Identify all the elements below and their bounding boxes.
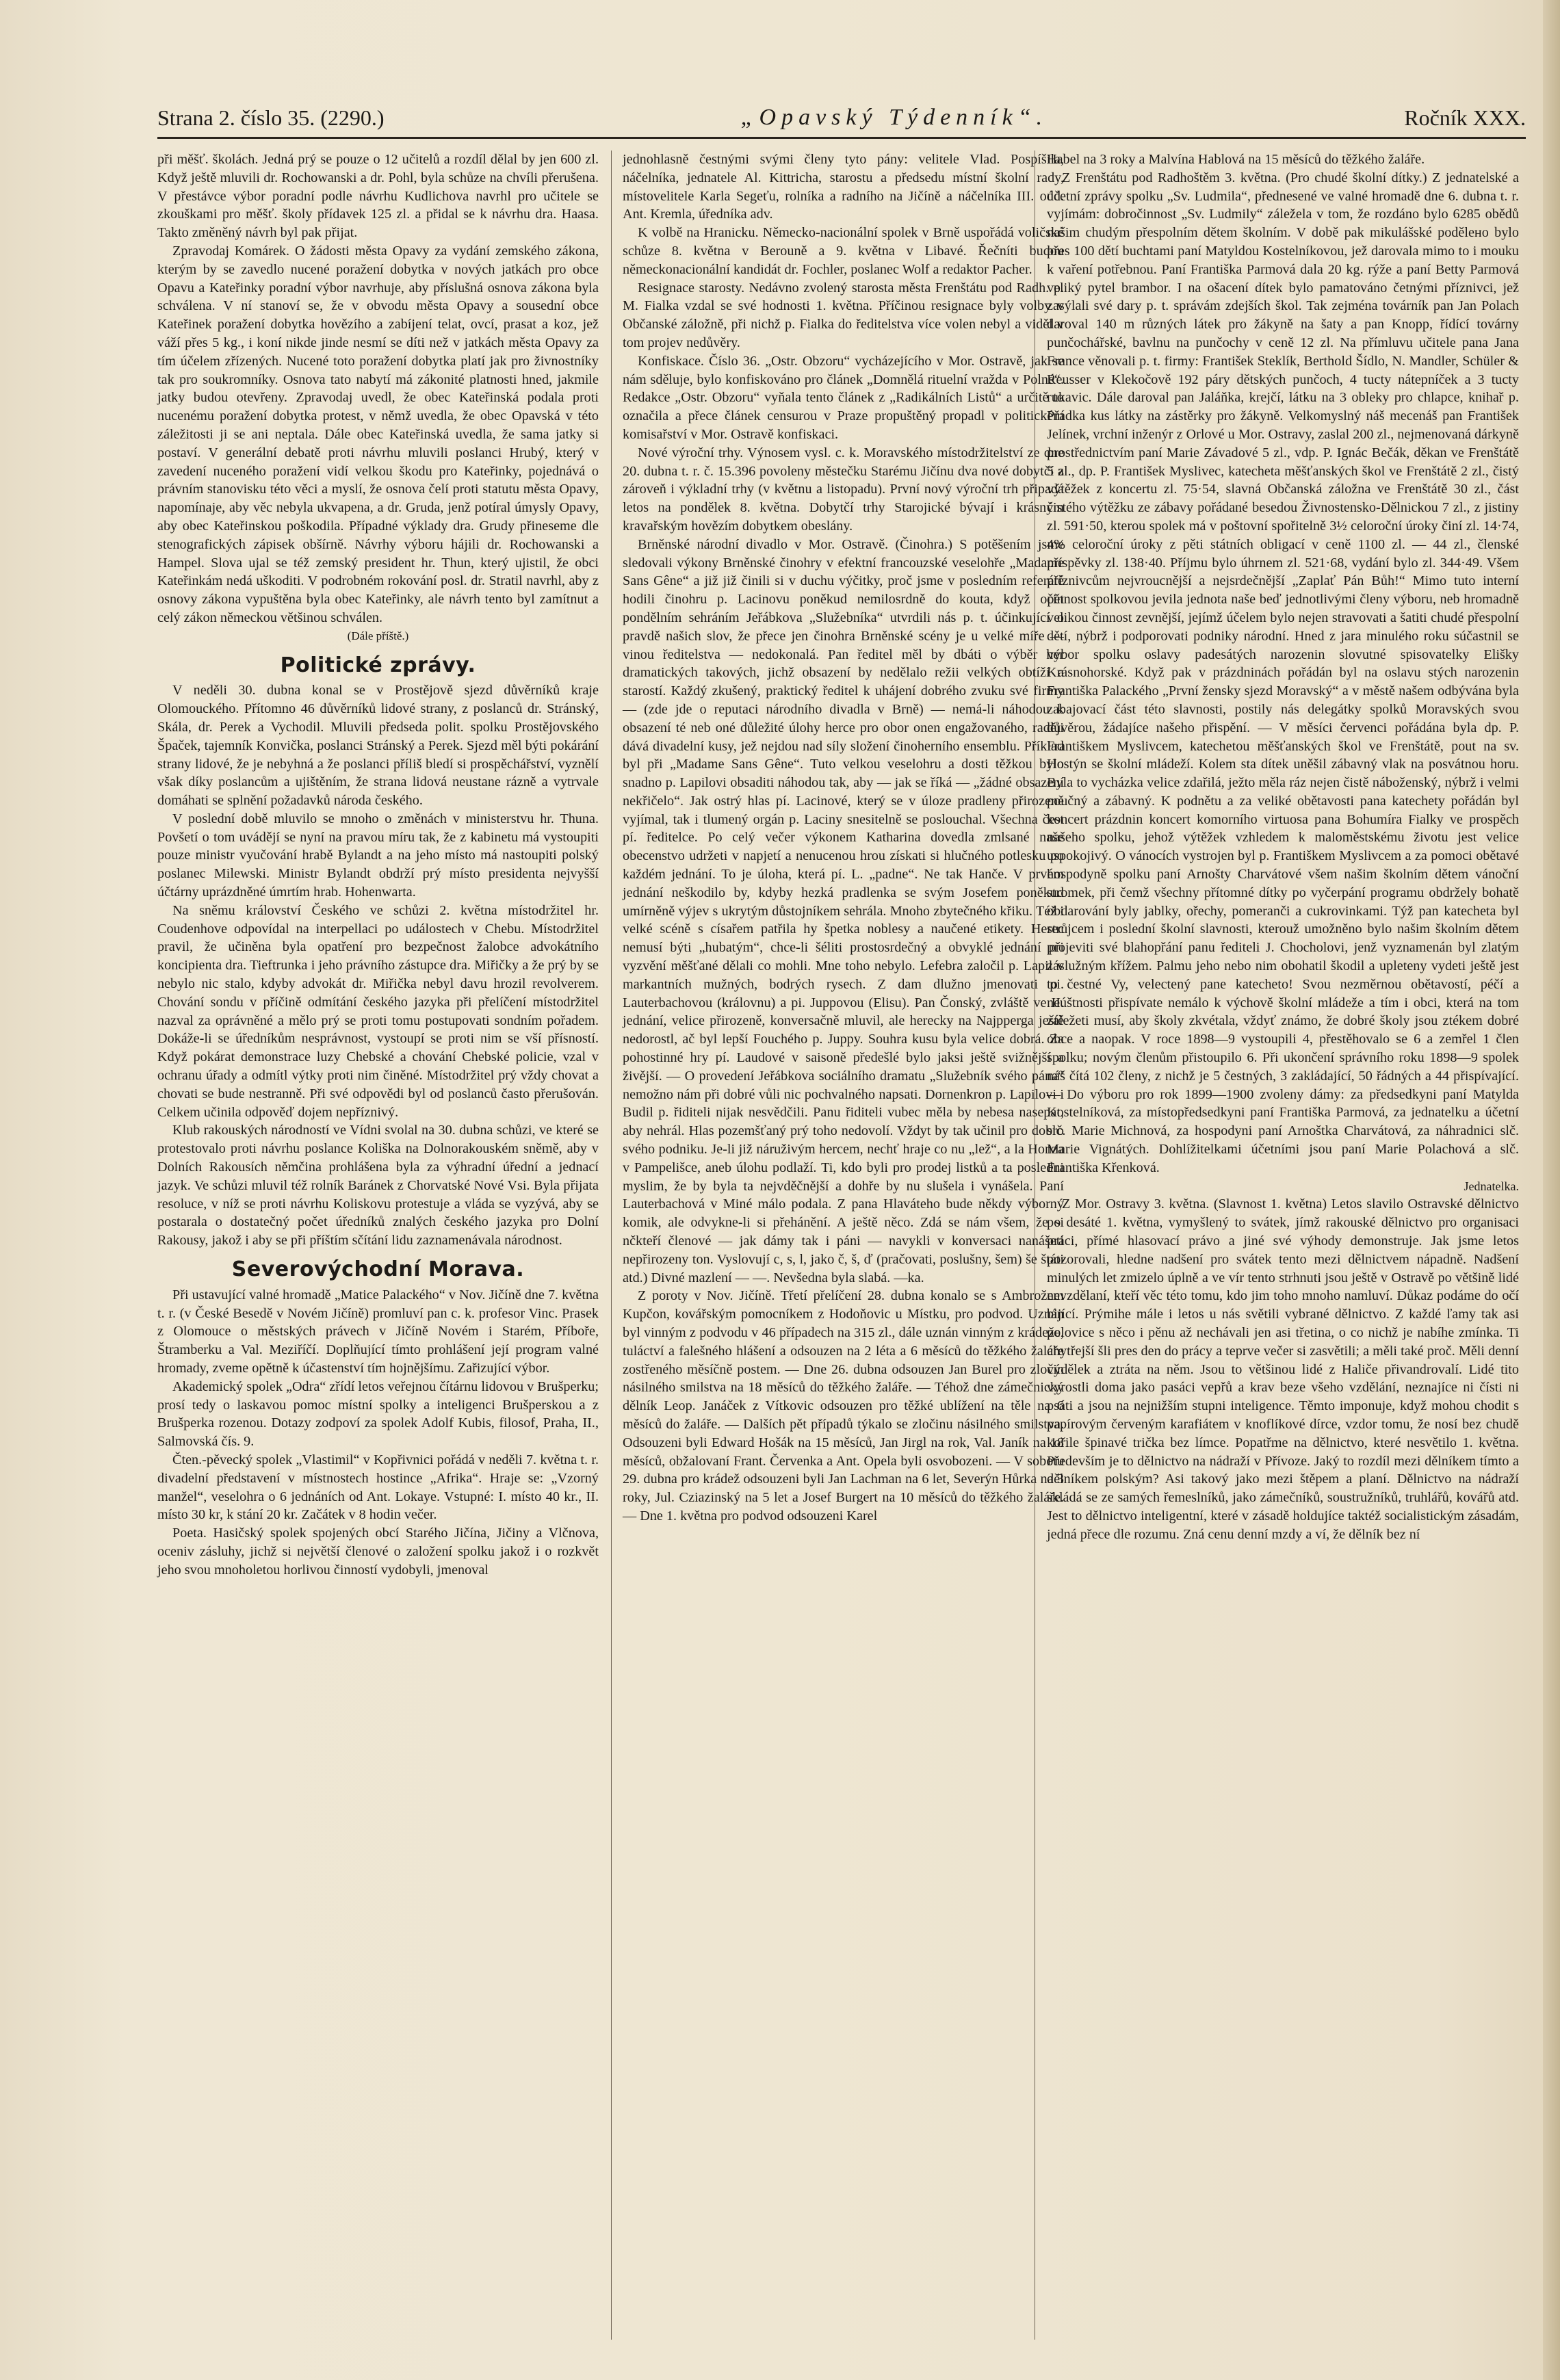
column-3	[1047, 151, 1519, 1544]
article-text: Brněnské národní divadlo v Mor. Ostravě. (Činohra.) S potěšením jsme sledovali výkony Brněnské činohry v efektní francouzské veselohře „Madame Sans Gêne“ a již již činili si v duchu výčitky, proč jsme v posledním referátě hodili činohru p. Lacinovu poněkud nemilosrdně do kouta, když opět pondělním sehráním Jeřábkova „Služebníka“ utvrdili nás p. t. účinkující o pravdě našich slov, že přece jen činohra Brněnské scény je u velké míře — vinou ředitelstva — nedokonalá. Pan ředitel měl by dbáti o výběr her dramatických takových, jichž obsazení by nedělalo režii velkých obtíží a starostí. Každý zkušený, praktický ředitel k uhájení dobrého zvuku své firmy — (zde jde o reputaci národního divadla v Brně) — nemá-li náhodou k obsazení té neb oné důležité úlohy herce pro obor onen engažovaného, raději dává divadelní kusy, jež nejdou nad síly složení činoherního ensemblu. Příklad byl při „Madame Sans Gêne“. Tuto velkou veselohru a dosti těžkou bylo snadno p. Lapilovi obsaditi náhodou tak, aby — jak se říká — „žádné obsazení nekřičelo“. Jak ostrý hlas pí. Lacinové, který se v úloze pradleny přirozeně vyjímal, tak i tlumený orgán p. Laciny snesitelně se poslouchal. Všechna čest pí. ředitelce. Po celý večer výkonem Katharina dovedla zmlsané naše obecenstvo udržeti v napjetí a nenucenou hrou získati si hlučného potlesku po každém jednání. To je úloha, která pí. L. „padne“. Ne tak Hanče. V prvém jednání neškodilo by, kdyby hezká pradlenka se svým Josefem poněkud umírněně výjev s ukrytým důstojníkem sehrála. Mnoho zbytečného křiku. Též i velké scéně s císařem patřila hy špetka noblesy a naučené etikety. Herec nemusí býti „hubatým“, chce-li šéliti prostosrdečný a obvyklé jednání při vyzvění měšťané dělali co mohli. Mne toho nebylo. Lefebra zaločil p. Lapil v markantních mužných, bodrých rysech. Z dam dlužno jmenovati pi. Lauterbachovou (královnu) a pi. Juppovou (Elisu). Pan Čonský, zvláště ve II. jednání, velice přirozeně, konversačně mluvil, ale herecky na Najpperga ještě nedorostl, ač byl lepší Fouchého p. Juppy. Souhra kusu byla velice dobrá. Za pohostinné hry pí. Laudové v saisoně předešlé bylo jaksi ještě svižnější a živější. — O provedení Jeřábkova sociálního dramatu „Služebník svého pána“ nemožno nám při dobré vůli nic pochvalného napsati. Dornenkron p. Lapilovi i Budil p. řiditeli nijak nesvědčili. Panu řiditeli vubec měla by nebesa nasepat, aby nehrál. Hlas pozemšťaný prý toho nedovolí. Vždyt by tak učinil pro dobro svého podniku. Je-li již náruživým hercem, nechť hraje co nu „lež“, a la Honza v Pampelišce, aneb úlohu podlaží. Ti, kdo byli pro prodej listků a ta posledni myslim, že by byla ta nejvděčnější a dohře by nu slušela i vynášela. Paní Lauterbachová v Miné málo podala. Z pana Hlaváteho bude někdy výborný komik, ale odvykne-li si přehánění. A ještě něco. Zdá se nám všem, že si nčkteří členové — jak dámy tak i páni — navykli v konversaci nanášeti nepřirozeny ton. Vyslovují c, s, l, jako č, š, ď (pračovati, poslušny, šem) še štáti atd.) Divné mazlení — —. Nevšedna byla slabá. —ka.	[623, 536, 1064, 1285]
article-text: Resignace starosty. Nedávno zvolený starosta města Frenštátu pod Radh. p. M. Fialka vzdal se své hodnosti 1. května. Příčinou resignace byly volby v Občanské záložně, při nichž p. Fialka do ředitelstva více volen nebyl a viděl v tom projev nedůvěry.	[623, 280, 1064, 350]
volume-number: Ročník XXX.	[1404, 105, 1526, 130]
article-text: jednohlasně čestnými svými členy tyto pány: velitele Vlad. Pospíšila, náčelníka, jednatele Al. Kittricha, starostu a předsedu místní školní rady, místovelitele Karla Segeťu, rolníka a radního na Jičíně a náčelníka III. odd. Ant. Kremla, úředníka adv.	[623, 152, 1064, 222]
article-text: V neděli 30. dubna konal se v Prostějově sjezd důvěrníků kraje Olomouckého. Přítomno 46 důvěrníků lidové strany, z poslanců dr. Stránský, Skála, dr. Perek a Vychodil. Mluvili předseda polit. spolku Prostějovského Špaček, tajemník Konvička, poslanci Stránský a Perek. Sjezd měl býti pokárání strany lidové, že je nebyhná a že poslanci příliš bledí si prospěchářství, vyznělí však díky poslancům a ujištěním, že strana lidová neustane rázně a vytrvale domáhati se splnění požadavků národa českého.	[157, 683, 599, 809]
article-text: Na sněmu království Českého ve schůzi 2. května místodržitel hr. Coudenhove odpovídal na interpellaci po událostech v Chebu. Místodržitel pravil, že učiněna byla opatření pro bezpečnost žalobce advokátního koncipienta dra. Tieftrunka i jeho právního zástupce dra. Miřičky a že prý by se nebylo nic stalo, kdyby advokát dr. Miřička nebyl davu hrozil revolverem. Chování sondu v příčině odmítání českého jazyka při přelíčení místodržitel nazval za oprávněné a mělo prý se proti tomu postupovati sondním pořadem. Dokáže-li se úředníkům nesprávnost, vystoupí se proti nim se vší přísností. Když pokárat demonstrace luzy Chebské a chování Chebské policie, vzal v ochranu úřady a odmítl výtky proti nim činěné. Místodržitel prý vždy chovat a chovati se bude nestranně. Při své odpovědi byl od poslanců často přerušován. Celkem učinila odpověď dojem nepříznivý.	[157, 902, 599, 1120]
header-rule	[157, 137, 1526, 139]
page-issue: Strana 2. číslo 35. (2290.)	[157, 105, 385, 130]
section-heading: Politické zprávy.	[280, 653, 476, 677]
page-header	[157, 103, 1526, 133]
article-text: Čten.-pěvecký spolek „Vlastimil“ v Kopřivnici pořádá v neděli 7. května t. r. divadelní představení v místnostech hostince „Afrika“. Hraje se: „Vzorný manžel“, veselohra o 6 jednáních od Ant. Lokaye. Vstupné: I. místo 40 kr., II. místo 30 kr, k stání 20 kr. Začátek v 8 hodin večer.	[157, 1452, 599, 1523]
article-text: Zpravodaj Komárek. O žádosti města Opavy za vydání zemského zákona, kterým by se zavedlo nucené poražení dobytka v nových jatkách pro obce Opavu a Kateřinky poradní výbor navrhuje, aby příslušná osnova zákona byla schválena. V ní stanoví se, že v obvodu města Opavy a sousední obce Kateřinek poražení dobytka hovězího a zabíjení telat, ovcí, prasat a koz, jež váží přes 5 kg., i koní nikde jinde nesmí se díti než v jatkách města Opavy za tím účelem zřízených. Nucené toto poražení dobytka platí jak pro živnostníky tak pro soukromníky. Osnova tato nabytí má zákonité platnosti hned, jakmile jatky budou otevřeny. Zpravodaj uvedl, že obec Kateřinská podala proti nucenému poražení dobytka protest, v němž uvedla, že obec Opavská v této záležitosti ji se ani neptala. Dále obec Kateřinská uvedla, že sama jatky si postaví. V generální debatě proti návrhu mluvili poslanci Hrubý, který v zavedení nuceného poražení vidí velkou škodu pro Kateřinky, pojednává o právním stanovisku této věci a myslí, že osnova čelí proti statutu města Opavy, napomínaje, aby věc nebyla ukvapena, a dr. Gruda, jenž potíral úmysly Opavy, aby obec Kateřinskou poškodila. Případné výklady dra. Grudy přineseme dle stenografických zápisek obšírně. Návrhy výboru hájili dr. Rochowanski a Hampel. Slova ujal se též zemský president hr. Thun, který ujistil, že obci Kateřinkám nedá uškoditi. V podrobném rokování posl. dr. Stratil navrhl, aby z osnovy zákona vypuštěna byla obec Kateřinky, ale návrh tento byl zamítnut a celý zákon německou většinou schválen.	[157, 243, 599, 625]
column-divider	[611, 151, 612, 2340]
article-text: Akademický spolek „Odra“ zřídí letos veřejnou čítárnu lidovou v Brušperku; prosí tedy o laskavou pomoc místní spolky a inteligenci Brušperskou a z Brušperka rozenou. Dotazy zodpoví za spolek Adolf Kubis, filosof, Praha, II., Salmovská čís. 9.	[157, 1378, 599, 1450]
article-text: Klub rakouských národností ve Vídni svolal na 30. dubna schůzi, ve které se protestovalo proti návrhu poslance Koliška na Dolnorakouském sněmě, aby v Dolních Rakousích němčina prohlášena byla za výhradní úřední a jednací jazyk. Ve schůzi mluvil též rolník Baránek z Chorvatské Nové Vsi. Byla přijata resoluce, v níž se proti návrhu Koliskovu protestuje a vláda se vyzývá, aby se postarala o dostatečný počet úředníků znalých českého jazyka pro Dolní Rakousy, jakož i aby se při příštím sčítání lidu zaznamenávala národnost.	[157, 1123, 599, 1248]
book-spine	[1543, 0, 1560, 2380]
article-text: Nové výroční trhy. Výnosem vysl. c. k. Moravského místodržitelství ze dne 20. dubna t. r. č. 15.396 povoleny městečku Starému Jičínu dva nové dobytčí a zároveň i výkladní trhy (v květnu a listopadu). První nový výroční trh připadá letos na pondělek 8. května. Dobytčí trhy Starojické bývají i krásným kravařským hovězím dobytkem obeslány.	[623, 445, 1064, 534]
signature: Jednatelka.	[1464, 1179, 1519, 1193]
continued-note: (Dále příště.)	[347, 629, 409, 642]
article-text: Z Mor. Ostravy 3. května. (Slavnost 1. května) Letos slavilo Ostravské dělnictvo po desáté 1. května, vymyšlený to svátek, jímž rakouské dělnictvo pro organisaci práci, přímé hlasovací právo a jiné své výhody demonstruje. Jak jsme letos pozorovali, hledne nadšení pro svátek tento mezi dělnictvem nápadně. Nadšení minulých let zmizelo úplně a ve vír tento strhnuti jsou ještě v Ostravě po většině lidé nevzdělaní, kteří věc této tomu, kdo jim toho mnoho namluví. Důkaz podáme do očí bijící. Prýmihe mále i letos u nás světili vybrané dělnictvo. Z každé ľamy tak asi polovice s něco i pěnu až nechávali jen asi třetina, o co nichž je nabíhe zmínka. Ti chytřejší šli pres den do prácy a teprve večer si zasvětili; a měli také proč. Měli denní výdělek a ztráta na něm. Jsou to většinou lidé z Haliče přivandrovalí. Lidé tito vyrostli doma jako pasáci vepřů a krav beze všeho vzdělání, neznajíce ni čísti ni psáti a jsou na nejnižším stupni inteligence. Těmto imponuje, když mohou chodit s papírovým červeným karafiátem v knoflíkové dírce, vzdor tomu, že nosí bez chudě kořile špinavé trička bez límce. Popatřme na dělnictvo, které nesvětilo 1. května. Především je to dělnictvo na nádraží v Přívoze. Jaký to rozdíl mezi dělníkem tímto a dělníkem polským? Asi takový jako mezi štěpem a planí. Dělnictvo na nádraží skládá se ze samých řemeslníků, jako zámečníků, soustružníků, truhlářů, kovářů atd. Jest to dělnictvo inteligentní, které v zásadě holdujíce taktéž socialistickým zásadám, jedná přece dle rozumu. Zná cenu denní mzdy a ví, že dělník bez ní	[1047, 1196, 1519, 1542]
article-text: Konfiskace. Číslo 36. „Ostr. Obzoru“ vycházejícího v Mor. Ostravě, jak se nám sděluje, bylo konfiskováno pro článek „Domnělá rituelní vražda v Polné“. Redakce „Ostr. Obzoru“ vyňala tento článek z „Radikálních Listů“ a určitě to označila a přece článek censurou v Praze propuštěný propadl v politickém komisařství v Mor. Ostravě konfiskaci.	[623, 353, 1064, 442]
article-text: Při ustavující valné hromadě „Matice Palackého“ v Nov. Jičíně dne 7. května t. r. (v České Besedě v Novém Jičíně) promluví pan c. k. profesor Vinc. Prasek z Olomouce o městských právech v Jičíně Novém i Starém, Příboře, Štramberku a Val. Meziříčí. Doplňující tímto prohlášení její program valné hromady, zveme opětně k účastenství tím hojnějšímu. Zařizující výbor.	[157, 1287, 599, 1376]
article-text: Z poroty v Nov. Jičíně. Třetí přelíčení 28. dubna konalo se s Ambrožem Kupčon, kovářským pomocníkem z Hodoňovic u Místku, pro podvod. Uznán byl vinným z podvodu v 46 případech na 315 zl., dále uznán vinným z krádeže, tuláctví a falešného hlášení a odsouzen na 2 léta a 6 měsíců do těžkého žaláře zostřeného měsíčně postem. — Dne 26. dubna odsouzen Jan Burel pro zločin násilného smilstva na 18 měsíců do těžkého žaláře. — Téhož dne zámečnický dělník Leop. Janáček z Vítkovic odsouzen pro těžké ublížení na těle na 6 měsíců do žaláře. — Dalších pět případů týkalo se zločinu násilného smilstva. Odsouzeni byli Edward Hošák na 15 měsíců, Jan Jirgl na rok, Val. Janík na 18 měsíců, obžalovaní Frant. Červenka a Ant. Opela byli osvobozeni. — V sobotu 29. dubna pro krádež odsouzeni byli Jan Lachman na 6 let, Severýn Hůrka na 3 roky, Jul. Cziazinský na 5 let a Josef Burgert na 10 měsíců do těžkého žaláře. — Dne 1. května pro podvod odsouzeni Karel	[623, 1288, 1064, 1524]
article-text: Poeta. Hasičský spolek spojených obcí Starého Jičína, Jičiny a Vlčnova, oceniv zásluhy, jichž si největší členové o založení spolku jakož i o rozkvět jeho svou mnoholetou horlivou činností vydobyli, jmenoval	[157, 1526, 599, 1578]
article-text: V poslední době mluvilo se mnoho o změnách v ministerstvu hr. Thuna. Povšetí o tom uvádějí se nyní na pravou míru tak, že z kabinetu má vystoupiti pouze ministr vyučování hrabě Bylandt a na jeho místo má nastoupiti polský poslanec Milewski. Ministr Bylandt obdrží prý místo presidenta nejvyšší účtárny uprázdněné úmrtím hrab. Hohenwarta.	[157, 811, 599, 900]
column-2	[623, 151, 1064, 1526]
article-text: při měšť. školách. Jedná prý se pouze o 12 učitelů a rozdíl dělal by jen 600 zl. Když ještě mluvili dr. Rochowanski a dr. Pohl, byla schůze na chvíli přerušena. V přestávce výbor poradní podle návrhu Kudlichova navrhl pro učitele se zkouškami pro měšť. školy přídavek 125 zl. a přidal se k návrhu dra. Haasa. Takto změněný návrh byl pak přijat.	[157, 152, 599, 241]
article-text: K volbě na Hranicku. Německo-nacionální spolek v Brně uspořádá voličské schůze 8. května v Berouně a 9. května v Libavé. Řečníti budou německonacionální kandidát dr. Fochler, poslanec Wolf a redaktor Pacher.	[623, 225, 1064, 277]
article-text: Z Frenštátu pod Radhoštěm 3. května. (Pro chudé školní dítky.) Z jednatelské a účetní zprávy spolku „Sv. Ludmila“, přednesené ve valné hromadě dne 6. dubna t. r. vyjímám: dobročinnost „Sv. Ludmily“ záležela v tom, že rozdáno bylo 6285 obědů našim chudým přespolním dětem školním. V době pak mikulášské podělено bylo přes 100 dětí buchtami paní Matyldou Kostelníkovou, jež darovala mimo to i mouku k vaření potřebnou. Paní Františka Parmová dala 20 kg. rýže a paní Betty Parmová veliký pytel brambor. I na ošacení dítek bylo pamatováno četnými příznivci, jež zasýlali své dary p. t. správám zdejších škol. Tak zejména továrník pan Jan Polach daroval 140 m různých látek pro žákyně na šaty a pan Knopp, řídící továrny punčochářské, bavlnu na punčochy v ceně 12 zl. Na přímluvu učitele pana Jana France věnovali p. t. firmy: František Steklík, Berthold Šídlo, N. Mandler, Schüler & Reusser v Klekočově 192 páry dětských punčoch, 4 tucty nátepníček a 3 tucty rukavic. Dále daroval pan Jaláňka, krejčí, látku na 3 obleky pro chlapce, knihař p. Přádka kus látky na zástěrky pro žákyně. Velkomyslný náš mecenáš pan František Jelínek, vrchní inženýr z Orlové u Mor. Ostravy, zaslal 200 zl., nejmenovaná dárkyně prostřednictvím paní Marie Závadové 5 zl., vdp. P. Ignác Bečák, děkan ve Frenštátě 5 zl., dp. P. František Myslivec, katecheta měšťanských škol ve Frenštátě 2 zl., čistý výtěžek z koncertu zl. 75·54, slavná Občanská záložna ve Frenštátě 30 zl., část čistého výtěžku ze zábavy pořádané besedou Živnostensko-Dělnickou 7 zl., z jistiny zl. 591·50, kterou spolek má v poštovní spořitelně 3½ celoroční úroky činí zl. 14·74, 4% celoroční úroky z pěti státních obligací v ceně 1100 zl. — 44 zl., členské příspěvky zl. 138·40. Příjmu bylo úhrnem zl. 521·68, vydání bylo zl. 344·49. Všem příznivcům nejvroucnější a nejsrdečnější „Zaplať Pán Bůh!“ Mimo tuto interní činnost spolkovou jevila jednota naše beď jednotlivými členy výboru, neb hromadně velikou činnost zevnější, jejímž účelem bylo nejen stravovati a šatiti chudé přespolní dětí, nýbrž i podporovati podniky národní. Hned z jara minulého roku súčastnil se výbor spolku oslavy padesátých narozenin slovutné spisovatelky Elišky Krásnohorské. Když pak v prázdninách pořádán byl na oslavu stých narozenin Františka Palackého „První žensky sjezd Moravský“ a v městě našem odbývána byla zabajovací část této slavnosti, postily nás delegátky spolků Moravských svou důvěrou, žádajíce našeho přispění. — V měsíci červenci pořádána byla dp. P. Františkem Myslivcem, katechetou měšťanských škol ve Frenštátě, pout na sv. Hostýn se školní mládeží. Kolem sta dítek uněšil zábavný vlak na posvátnou horu. Byla to vycházka velice zdařilá, ježto měla ráz nejen čistě náboženský, nýbrž i velmi poučný a zábavný. K podnětu a za veliké obětavosti pana katechety pořádán byl koncert prázdnin koncert komorního virtuosa pana Bohumíra Fialky ve prospěch našeho spolku, jehož výtěžek vzhledem k maloměstskému životu jest velice uspokojivý. O vánocích vystrojen byl p. Františkem Myslivcem a za pomoci obětavé hospodyně spolku paní Arnošty Charvátové všem našim školním dětem vánoční stromek, při čemž všechny přítomné dítky po vyčerpání programu obdržely bohatě obdarování byly jablky, ořechy, pomeranči a cukrovinkami. Týž pan katecheta byl strůjcem i poslední školní slavnosti, kterouž umožněno bylo našim školním dětem projeviti své blahopřání panu řediteli J. Chocholovi, jenž vyznamenán byl zlatým záslužným křížem. Palmu jeho nebo nim obohatil škodil a upleteny vydeti ještě jest to čestné Vy, velectený pane katecheto! Svou nezměrnou obětavostí, péčí a neúštnosti přispívate nemálo k výchově školní mládeže a tím i obci, která na tom záležeti musí, aby školy zkvétala, vždyť známo, že dobré školy jsou ztékem dobré obce a naopak. V roce 1898—9 vystoupili 4, přestěhovalo se 6 a zemřel 1 člen spolku; novým členům přistoupilo 6. Při ukončení správního roku 1898—9 spolek náš čítá 102 členy, z nichž je 5 čestných, 3 zakládající, 50 řádných a 44 přispívající. — Do výboru pro rok 1899—1900 zvoleny dámy: za předsedkyni paní Matylda Kostelníková, za místopředsedkyni paní Františka Parmová, za jednatelku a účetní slč. Marie Michnová, za hospodyni paní Arnoštka Charvátová, za náhradnici slč. Marie Vignátých. Dohlížitelkami účetními jsou paní Marie Polachová a slč. Františka Křenková.	[1047, 170, 1519, 1175]
column-1	[157, 151, 599, 1580]
section-heading: Severovýchodní Morava.	[231, 1257, 525, 1282]
newspaper-title: „Opavský Týdenník“.	[740, 105, 1048, 130]
article-text: Habel na 3 roky a Malvína Hablová na 15 měsíců do těžkého žaláře.	[1047, 152, 1425, 167]
